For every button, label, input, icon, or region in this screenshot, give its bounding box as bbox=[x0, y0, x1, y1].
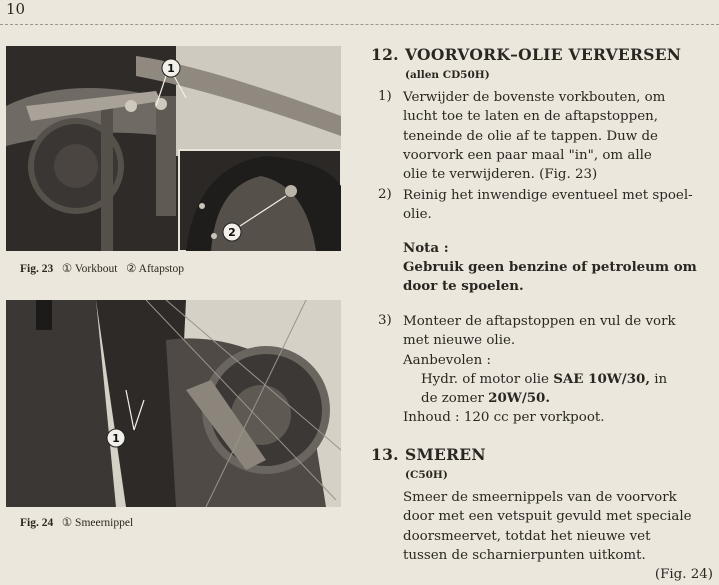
section-13-text bbox=[403, 488, 713, 584]
caption-marker: ① bbox=[61, 263, 73, 275]
section-13-number: 13. bbox=[371, 445, 399, 464]
text-line: Verwijder de bovenste vorkbouten, om bbox=[403, 90, 666, 105]
text-line: Monteer de aftapstoppen en vul de vork bbox=[403, 314, 676, 329]
step-1-text bbox=[403, 88, 713, 184]
figure-23-photo bbox=[6, 46, 341, 251]
caption-marker: ① bbox=[61, 517, 73, 529]
text-fragment: Hydr. of motor olie bbox=[421, 371, 554, 387]
text-line: tussen de scharnierpunten uitkomt. bbox=[403, 547, 646, 563]
section-13-title: SMEREN bbox=[405, 445, 486, 464]
step-number: 3) bbox=[378, 313, 392, 328]
section-12-number: 12. bbox=[371, 45, 399, 64]
figure-ref: (Fig. 24) bbox=[654, 567, 713, 583]
caption-item: Aftapstop bbox=[138, 263, 184, 275]
figure-24-caption bbox=[20, 515, 133, 529]
capacity: Inhoud : 120 cc per vorkpoot. bbox=[403, 410, 605, 426]
oil-spec bbox=[403, 370, 713, 389]
recommended-label: Aanbevolen : bbox=[403, 352, 492, 368]
callout-1: 1 bbox=[112, 432, 120, 445]
step-3-text bbox=[403, 312, 713, 428]
figure-24-photo bbox=[6, 300, 341, 507]
caption-marker: ② bbox=[126, 263, 137, 275]
text-line: lucht toe te laten en de aftapstoppen, bbox=[403, 109, 659, 125]
section-13-applies-to: (C50H) bbox=[405, 469, 448, 481]
note-heading: Nota : bbox=[403, 240, 449, 256]
callout-1: 1 bbox=[167, 62, 175, 75]
caption-item: Smeernippel bbox=[75, 517, 134, 529]
text-line: Smeer de smeernippels van de voorvork bbox=[403, 490, 677, 505]
figure-label: Fig. 23 bbox=[20, 263, 54, 275]
text-line: Gebruik geen benzine of petroleum om bbox=[403, 259, 697, 275]
text-line: olie. bbox=[403, 207, 432, 223]
text-line: doorsmeervet, totdat het nieuwe vet bbox=[403, 528, 651, 544]
text-fragment: de zomer bbox=[421, 391, 489, 407]
page-number: 10 bbox=[6, 0, 26, 18]
text-line: olie te verwijderen. (Fig. 23) bbox=[403, 167, 598, 183]
section-12-title: VOORVORK–OLIE VERVERSEN bbox=[405, 45, 682, 64]
step-2-text bbox=[403, 186, 713, 225]
oil-grade: SAE 10W/30, bbox=[553, 370, 650, 387]
text-line: door met een vetspuit gevuld met speciale bbox=[403, 509, 692, 525]
callout-2: 2 bbox=[228, 226, 236, 239]
text-line: met nieuwe olie. bbox=[403, 333, 516, 349]
section-12-applies-to: (allen CD50H) bbox=[405, 69, 490, 81]
text-line: voorvork een paar maal "in", om alle bbox=[403, 147, 652, 163]
figure-label: Fig. 24 bbox=[20, 517, 54, 529]
figure-23-caption bbox=[20, 261, 184, 275]
step-number: 2) bbox=[378, 187, 392, 202]
text-fragment: in bbox=[650, 371, 668, 387]
text-line: teneinde de olie af te tappen. Duw de bbox=[403, 128, 658, 144]
text-line: door te spoelen. bbox=[403, 278, 524, 295]
caption-item: Vorkbout bbox=[74, 263, 118, 275]
step-number: 1) bbox=[378, 89, 392, 104]
text-line: Reinig het inwendige eventueel met spoel- bbox=[403, 188, 693, 203]
note-text bbox=[403, 258, 715, 297]
header-rule bbox=[0, 24, 719, 25]
summer-grade: 20W/50. bbox=[488, 390, 551, 407]
summer-spec bbox=[403, 389, 713, 408]
